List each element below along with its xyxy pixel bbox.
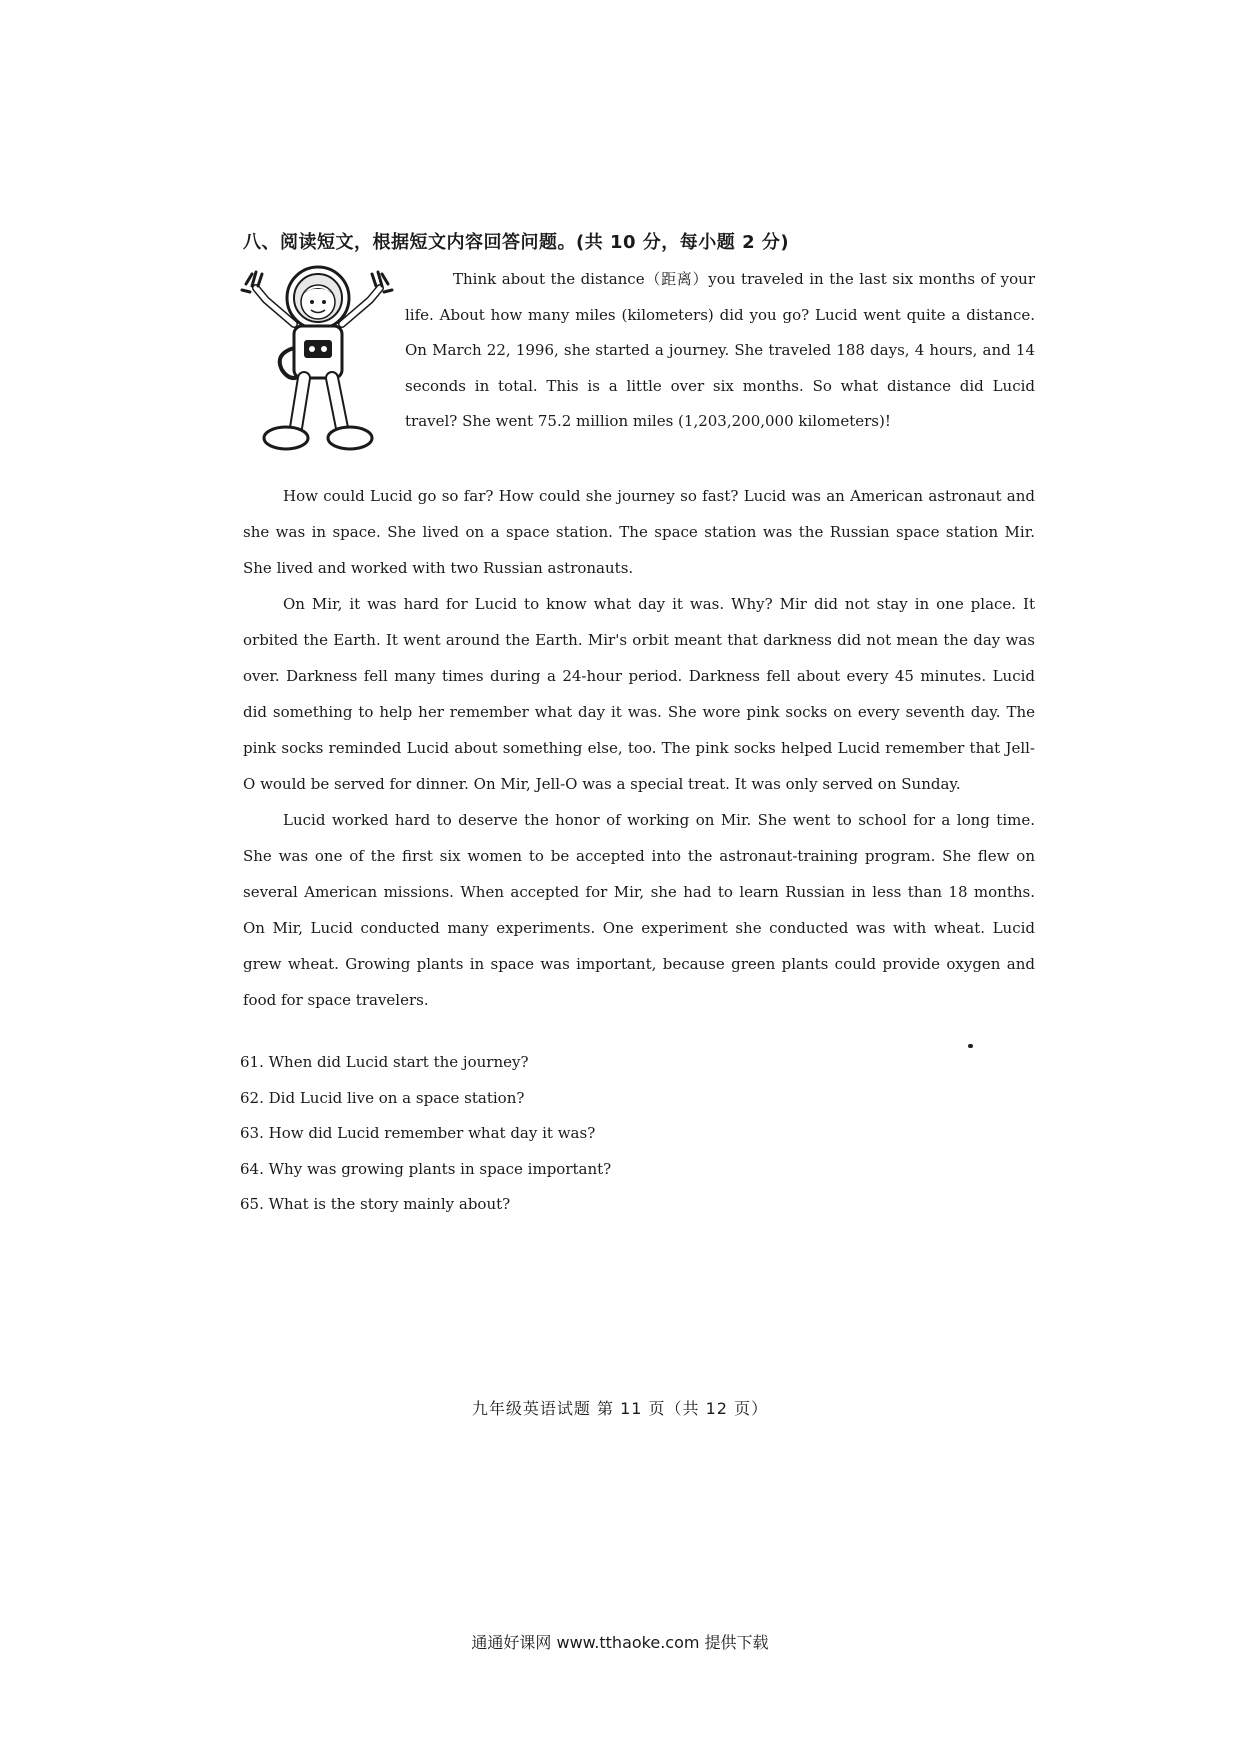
passage-body [243, 478, 1035, 1018]
passage-paragraph: How could Lucid go so far? How could she journey so fast? Lucid was an American astronaut and she was in space. She lived on a space station. The space station was the Russian space station Mir. She lived and worked with two Russian astronauts. [243, 487, 1035, 577]
question-item: 64. Why was growing plants in space important? [240, 1159, 612, 1178]
source-credit: 通通好课网 www.tthaoke.com 提供下载 [471, 1633, 769, 1652]
question-item: 63. How did Lucid remember what day it was? [240, 1124, 596, 1142]
passage-paragraph: On Mir, it was hard for Lucid to know what day it was. Why? Mir did not stay in one place. It orbited the Earth. It went around the Earth. Mir's orbit meant that darkness did not mean the day was over. Darkness fell many times during a 24-hour period. Darkness fell about every 45 minutes. Lucid did something to help her remember what day it was. She wore pink socks on every seventh day. The pink socks reminded Lucid about something else, too. The pink socks helped Lucid remember that Jell-O would be served for dinner. On Mir, Jell-O was a special treat. It was only served on Sunday. [243, 595, 1035, 793]
section-title: 八、阅读短文，根据短文内容回答问题。(共 10 分，每小题 2 分) [243, 232, 790, 253]
page-footer: 九年级英语试题 第 11 页（共 12 页） [471, 1399, 769, 1418]
passage-intro [405, 262, 1035, 440]
question-item: 65. What is the story mainly about? [240, 1195, 511, 1213]
question-item: 62. Did Lucid live on a space station? [240, 1088, 525, 1107]
question-list [240, 1045, 1020, 1223]
passage-paragraph: Lucid worked hard to deserve the honor of working on Mir. She went to school for a long time. She was one of the first six women to be accepted into the astronaut-training program. She flew on several American missions. When accepted for Mir, she had to learn Russian in less than 18 months. On Mir, Lucid conducted many experiments. One experiment she conducted was with wheat. Lucid grew wheat. Growing plants in space was important, because green plants could provide oxygen and food for space travelers. [243, 811, 1035, 1009]
question-item: 61. When did Lucid start the journey? [240, 1053, 529, 1071]
astronaut-cartoon-icon [238, 258, 396, 458]
passage-paragraph: Think about the distance（距离）you traveled in the last six months of your life. About how many miles (kilometers) did you go? Lucid went quite a distance. On March 22, 1996, she started a journey. She traveled 188 days, 4 hours, and 14 seconds in total. This is a little over six months. So what distance did Lucid travel? She went 75.2 million miles (1,203,200,000 kilometers)! [405, 270, 1035, 430]
